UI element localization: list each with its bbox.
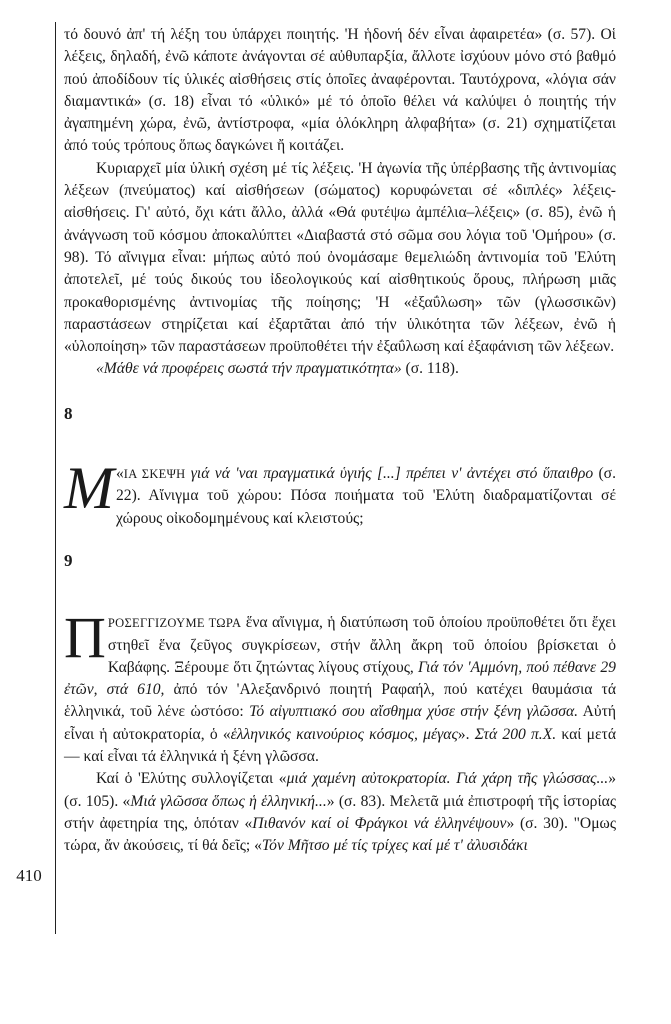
s9-text-a: ἕνα αἴνιγμα, ἡ διατύπωση τοῦ ὁποίου προϋποθέτει ὅτι ἔχει στηθεῖ ἕνα ζεῦγος συγκρίσεων, στήν ἄλλη ἄκρη τοῦ ὁποίου βρίσκεται ὁ Καβάφης. Ξέρουμε ὅτι ζητώντας λίγους στίχους, xyxy=(107,614,616,676)
section-9-paragraph-1 xyxy=(64,605,616,768)
paragraph-2: Κυριαρχεῖ μία ὑλική σχέση μέ τίς λέξεις. 'Η ἀγωνία τῆς ὑπέρβασης τῆς ἀντινομίας λέξεων (πνεύματος) καί αἰσθήσεων (σώματος) κορυφώνεται σέ «διπλές» λέξεις-αἰσθήσεις. Γι' αὐτό, ὄχι κάτι ἄλλο, ἀλλά «Θά φυτέψω ἀμπέλια–λέξεις» (σ. 85), ἐνῶ ἡ ἀνάγνωση τοῦ κόσμου ἀποκαλύπτει «Διαβαστά στό σῶμα σου λόγια τοῦ 'Ομήρου» (σ. 98). Τό αἴνιγμα εἶναι: μήπως αὐτό πού ὀνομάσαμε θεμελιώδη ἀντινομία τοῦ 'Ελύτη ἀποτελεῖ, μέ τούς δικούς του ἰδεολογικούς καί αἰσθητικούς ὅρους, πλήρωση μιᾶς προκαθορισμένης ἀντινομίας τῆς ποίησης; 'Η «ἐξαΰλωση» τῶν (γλωσσικῶν) παραστάσεων στηρίζεται καί ἐξαρτᾶται ἀπό τήν ὑλικότητα τῶν λέξεων, ἐνῶ ἡ «ὑλοποίηση» τῶν παραστάσεων προϋποθέτει τήν ἐξαΰλωση καί ἐξαφάνιση τῶν λέξεων. xyxy=(64,159,616,356)
s9-italic-b: Γιά τόν 'Αμμόνη, πού πέθανε 29 ἐτῶν, στά 610, xyxy=(64,658,616,699)
section-number-8: 8 xyxy=(64,403,73,423)
paragraph-1: τό δουνό ἀπ' τή λέξη του ὑπάρχει ποιητής. 'Η ἡδονή δέν εἶναι ἀφαιρετέα» (σ. 57). Οἱ λέξεις, δηλαδή, ἐνῶ κάποτε ἀνάγονται σέ αὐθυπαρξία, ἄλλοτε ἰσχύουν μόνο στό βαθμό πού ἀποδίδουν τίς ὑλικές αἰσθήσεις στίς ὁποῖες ἀναφέρονται. Ταυτόχρονα, «λόγια σάν διαμαντικά» (σ. 18) εἶναι τό «ὑλικό» μέ τό ὁποῖο θέλει νά καλύψει ὁ ποιητής τήν ἀγαπημένη χώρα, ἐνῶ, ἀντίστροφα, «μία ὁλόκληρη ἀλφαβήτα» (σ. 21) σχηματίζεται ἀπό τούς τρόπους ὅπως δαγκώνει ἤ κοιτάζει. xyxy=(64,26,616,155)
s9-text-c: ἀπό τόν 'Αλεξανδρινό ποιητή Ραφαήλ, πού κατέχει θαυμάσια τά ἑλληνικά, τοῦ λένε ὡστόσο: xyxy=(64,681,616,721)
section-number-9: 9 xyxy=(64,550,73,570)
quote-text: «Μάθε νά προφέρεις σωστά τήν πραγματικότητα» xyxy=(96,360,402,378)
page-number: 410 xyxy=(16,866,42,885)
section-8-rest: (σ. 22). Αἴνιγμα τοῦ χώρου: Πόσα ποιήματα τοῦ 'Ελύτη διαδραματίζονται σέ χώρους οἰκοδομημένους καί κλειστούς; xyxy=(115,465,616,527)
s9-p2-h: Τόν Μῆτσο μέ τίς τρίχες καί μέ τ' ἀλυσιδάκι xyxy=(261,837,528,855)
s9-text-i: καί μετά — καί εἶναι τά ἑλληνικά ἡ ξένη γλῶσσα. xyxy=(64,725,616,766)
s9-p2-c: » (σ. 105). « xyxy=(64,770,617,810)
page-body xyxy=(64,24,616,858)
section-8-paragraph xyxy=(64,455,616,530)
drop-cap-9: Π xyxy=(64,605,106,671)
section-9-paragraph-2 xyxy=(64,768,616,857)
section-8-quote: γιά νά 'ναι πραγματικά ὑγιής [...] πρέπει ν' ἀντέχει στό ὕπαιθρο xyxy=(185,465,594,483)
s9-p2-e: » (σ. 83). Μελετᾶ μιά ἐπιστροφή τῆς ἱστορίας στήν ἀφετηρία της, ὁπόταν « xyxy=(64,792,617,832)
paragraph-3 xyxy=(64,358,616,380)
s9-italic-d: Τό αἰγυπτιακό σου αἴσθημα χύσε στήν ξένη γλῶσσα. xyxy=(249,703,579,721)
small-caps-9: ΡΟΣΕΓΓΙΖΟΥΜΕ ΤΩΡΑ xyxy=(107,616,242,631)
s9-p2-b: μιά χαμένη αὐτοκρατορία. Γιά χάρη τῆς γλώσσας... xyxy=(286,770,609,788)
quote-ref: (σ. 118). xyxy=(401,360,459,378)
s9-italic-f: ἑλληνικός καινούριος κόσμος, μέγας xyxy=(230,725,458,743)
margin-rule xyxy=(55,22,56,934)
s9-p2-d: Μιά γλῶσσα ὅπως ἡ ἑλληνική... xyxy=(130,792,327,810)
s9-text-e: Αὐτή εἶναι ἡ αὐτοκρατορία, ὁ « xyxy=(64,703,616,743)
drop-cap-8: Μ xyxy=(64,455,114,522)
quote-open: « xyxy=(115,465,124,483)
s9-italic-h: Στά 200 π.Χ. xyxy=(474,725,557,743)
s9-p2-f: Πιθανόν καί οἱ Φράγκοι νά ἑλληνέψουν xyxy=(252,814,507,832)
s9-p2-g: » (σ. 30). "Ομως τώρα, ἄν ἀκούσεις, τί θά δεῖς; « xyxy=(64,814,616,855)
s9-text-g: ». xyxy=(457,725,475,743)
s9-p2-a: Καί ὁ 'Ελύτης συλλογίζεται « xyxy=(96,770,287,788)
small-caps-8: ΙΑ ΣΚΕΨΗ xyxy=(123,467,186,482)
